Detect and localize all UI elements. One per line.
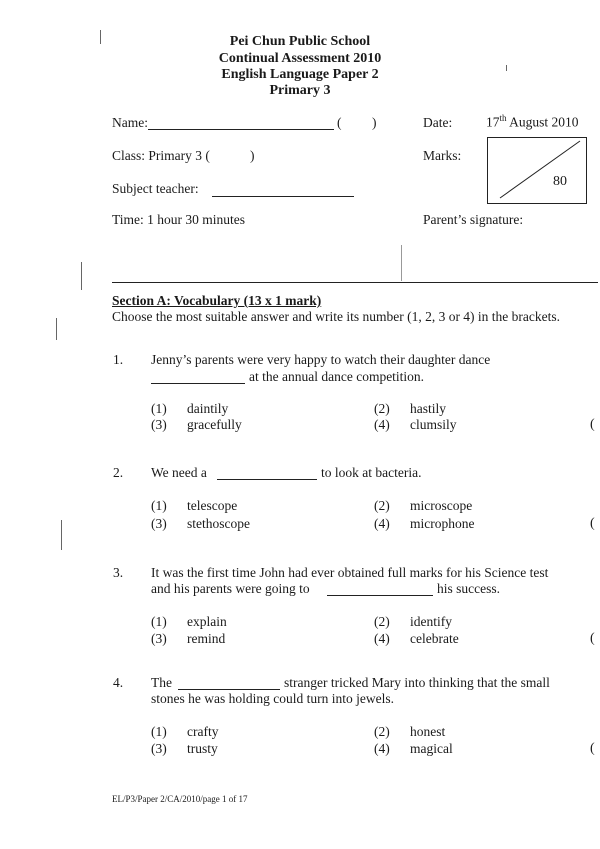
section-instruction: Choose the most suitable answer and write its number (1, 2, 3 or 4) in the brackets. (112, 309, 561, 324)
parent-signature-label: Parent’s signature: (423, 212, 524, 227)
answer-bracket[interactable]: ( (590, 417, 595, 432)
option-text: celebrate (410, 631, 459, 646)
option-number: (2) (374, 401, 390, 416)
option-text: explain (187, 614, 227, 629)
option (374, 614, 452, 630)
option-number: (1) (151, 614, 167, 629)
option-text: gracefully (187, 417, 242, 432)
name-label: Name: (112, 115, 148, 130)
option-text: daintily (187, 401, 229, 416)
option-text: identify (410, 614, 452, 629)
option-number: (4) (374, 741, 390, 756)
question-text: stranger tricked Mary into thinking that the small (284, 675, 550, 690)
option-number: (3) (151, 631, 167, 646)
scan-mark (401, 245, 402, 281)
question-text: at the annual dance competition. (249, 369, 425, 384)
marks-label: Marks: (423, 148, 462, 163)
teacher-field[interactable] (212, 184, 354, 197)
option-text: crafty (187, 724, 219, 739)
option-text: magical (410, 741, 453, 756)
date-value (486, 113, 579, 131)
question-text: It was the first time John had ever obtained full marks for his Science test (151, 565, 549, 580)
question-blank[interactable] (178, 677, 280, 690)
question-number: 1. (113, 352, 124, 367)
option (151, 498, 237, 514)
option-number: (1) (151, 498, 167, 513)
date-suffix: th (499, 113, 507, 123)
marks-diagonal (488, 138, 586, 203)
option-number: (4) (374, 417, 390, 432)
question-blank[interactable] (327, 583, 433, 596)
option (374, 516, 474, 532)
scan-mark (506, 65, 507, 71)
paper-title: English Language Paper 2 (221, 67, 379, 82)
option-number: (4) (374, 516, 390, 531)
option (374, 724, 445, 740)
option-number: (2) (374, 498, 390, 513)
option (151, 614, 227, 630)
option-number: (3) (151, 417, 167, 432)
name-paren-close: ) (372, 115, 377, 130)
option-text: honest (410, 724, 446, 739)
class-label: Class: Primary 3 ( (112, 148, 210, 163)
option (374, 741, 453, 757)
option (374, 401, 446, 417)
total-marks: 80 (553, 174, 567, 189)
question-text: to look at bacteria. (321, 465, 422, 480)
option-text: hastily (410, 401, 446, 416)
answer-bracket[interactable]: ( (590, 516, 595, 531)
option (151, 401, 228, 417)
question-number: 2. (113, 465, 124, 480)
option (374, 498, 472, 514)
assessment-title: Continual Assessment 2010 (218, 51, 382, 66)
option-text: trusty (187, 741, 218, 756)
question-number: 3. (113, 565, 124, 580)
option-number: (4) (374, 631, 390, 646)
school-name: Pei Chun Public School (229, 34, 371, 49)
question-text: We need a (151, 465, 207, 480)
option-text: remind (187, 631, 226, 646)
question-text: The (151, 675, 172, 690)
question-blank[interactable] (151, 371, 245, 384)
question-number: 4. (113, 675, 124, 690)
date-day: 17 (486, 114, 500, 130)
section-title: Section A: Vocabulary (13 x 1 mark) (112, 293, 322, 308)
marks-box (487, 137, 587, 204)
option-number: (3) (151, 741, 167, 756)
question-blank[interactable] (217, 467, 317, 480)
option-text: microphone (410, 516, 475, 531)
option-number: (2) (374, 724, 390, 739)
name-paren-open: ( (337, 115, 342, 130)
option (151, 724, 218, 740)
date-label: Date: (423, 115, 453, 130)
level-title: Primary 3 (269, 83, 331, 98)
page-footer: EL/P3/Paper 2/CA/2010/page 1 of 17 (112, 794, 248, 804)
question-text: his success. (437, 581, 500, 596)
option-text: clumsily (410, 417, 457, 432)
scan-mark (81, 262, 82, 290)
answer-bracket[interactable]: ( (590, 741, 595, 756)
question-text: Jenny’s parents were very happy to watch their daughter dance (151, 352, 491, 367)
header-divider (112, 282, 598, 283)
scan-mark (56, 318, 57, 340)
class-paren-close: ) (250, 148, 255, 163)
option-number: (3) (151, 516, 167, 531)
option-number: (1) (151, 401, 167, 416)
option-text: stethoscope (187, 516, 250, 531)
option (151, 417, 242, 433)
teacher-label: Subject teacher: (112, 181, 199, 196)
scan-mark (61, 520, 62, 550)
option (151, 631, 225, 647)
answer-bracket[interactable]: ( (590, 631, 595, 646)
option (374, 417, 457, 433)
option (151, 741, 218, 757)
time-label: Time: 1 hour 30 minutes (112, 212, 246, 227)
option-text: telescope (187, 498, 238, 513)
option-number: (1) (151, 724, 167, 739)
option-text: microscope (410, 498, 473, 513)
date-rest: August 2010 (506, 114, 579, 130)
option (374, 631, 459, 647)
question-text: and his parents were going to (151, 581, 310, 596)
name-field[interactable] (148, 117, 334, 130)
option-number: (2) (374, 614, 390, 629)
option (151, 516, 250, 532)
scan-mark (100, 30, 101, 44)
question-text: stones he was holding could turn into jewels. (151, 691, 394, 706)
